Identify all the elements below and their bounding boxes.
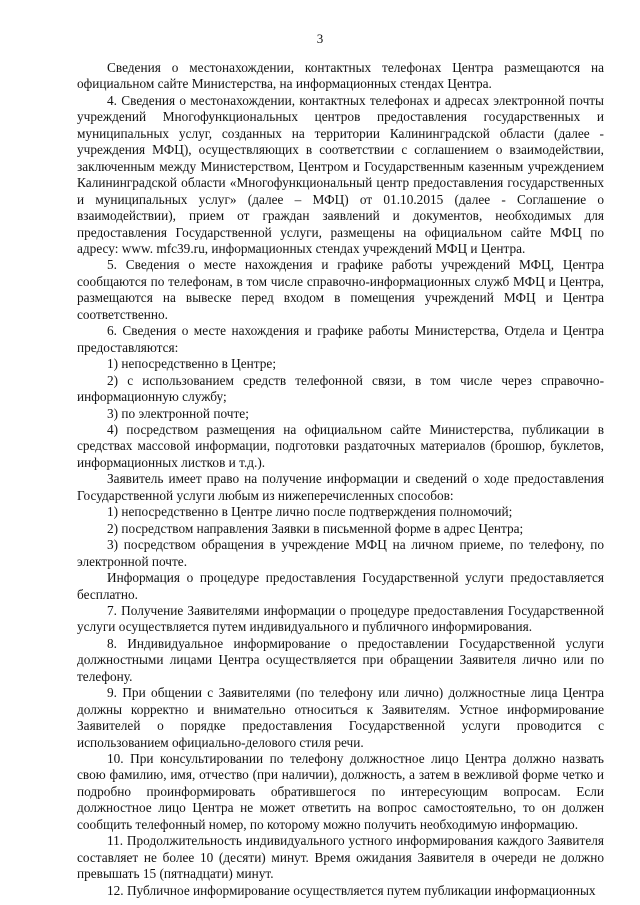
page-number: 3 [316, 31, 324, 46]
paragraph: 5. Сведения о месте нахождения и графике работы учреждений МФЦ, Центра сообщаются по телефонам, в том числе справочно-информационных служб МФЦ и Центра, размещаются на вывеске перед входом в помещения учреждений МФЦ и Центра соответственно. [77, 257, 604, 322]
paragraph: Заявитель имеет право на получение информации и сведений о ходе предоставления Государственной услуги любым из нижеперечисленных способов: [77, 471, 604, 503]
paragraph: 8. Индивидуальное информирование о предоставлении Государственной услуги должностными лицами Центра осуществляется при обращении Заявителя лично или по телефону. [77, 635, 604, 684]
document-body [77, 60, 604, 899]
list-item: 3) по электронной почте; [107, 405, 249, 421]
list-item: 1) непосредственно в Центре; [107, 356, 277, 372]
list-item: 2) посредством направления Заявки в письменной форме в адрес Центра; [107, 520, 524, 536]
paragraph: Сведения о местонахождении, контактных телефонах Центра размещаются на официальном сайте Министерства, на информационных стендах Центра. [77, 60, 604, 92]
list-item: 1) непосредственно в Центре лично после подтверждения полномочий; [107, 504, 513, 520]
paragraph: 7. Получение Заявителями информации о процедуре предоставления Государственной услуги осуществляется путем индивидуального и публичного информирования. [77, 602, 604, 635]
paragraph: Информация о процедуре предоставления Государственной услуги предоставляется бесплатно. [77, 570, 604, 602]
paragraph: 11. Продолжительность индивидуального устного информирования каждого Заявителя составляет не более 10 (десяти) минут. Время ожидания Заявителя в очереди не должно превышать 15 (пятнадцати) минут. [77, 833, 604, 882]
paragraph: 10. При консультировании по телефону должностное лицо Центра должно назвать свою фамилию, имя, отчество (при наличии), должность, а затем в вежливой форме четко и подробно проинформировать обратившегося по интересующим вопросам. Если должностное лицо Центра не может ответить на вопрос самостоятельно, то он должен сообщить телефонный номер, по которому можно получить необходимую информацию. [77, 751, 604, 832]
list-item: 4) посредством размещения на официальном сайте Министерства, публикации в средствах массовой информации, подготовки раздаточных материалов (брошюр, буклетов, информационных листков и т.д.). [77, 421, 604, 470]
list-item: 2) с использованием средств телефонной связи, в том числе через справочно-информационную службу; [77, 372, 604, 405]
paragraph: 4. Сведения о местонахождении, контактных телефонах и адресах электронной почты учреждений Многофункциональных центров предоставления государственных и муниципальных услуг, созданных на территории Калининградской области (далее - учреждения МФЦ), осуществляющих в соответствии с соглашением о взаимодействии, заключенным между Министерством, Центром и Государственным казенным учреждением Калининградской области «Многофункциональный центр предоставления государственных и муниципальных услуг» (далее – МФЦ) от 01.10.2015 (далее - Соглашение о взаимодействии), прием от граждан заявлений и документов, необходимых для предоставления Государственной услуги, размещены на официальном сайте МФЦ по адресу: www. mfc39.ru, информационных стендах учреждений МФЦ и Центра. [77, 92, 604, 256]
paragraph: 9. При общении с Заявителями (по телефону или лично) должностные лица Центра должны корректно и внимательно относиться к Заявителям. Устное информирование Заявителей о порядке предоставления Государственной услуги проводится с использованием официально-делового стиля речи. [77, 685, 604, 750]
paragraph: 6. Сведения о месте нахождения и графике работы Министерства, Отдела и Центра предоставляются: [77, 323, 604, 355]
paragraph: 12. Публичное информирование осуществляется путем публикации информационных [107, 882, 596, 898]
list-item: 3) посредством обращения в учреждение МФЦ на личном приеме, по телефону, по электронной почте. [77, 537, 604, 569]
